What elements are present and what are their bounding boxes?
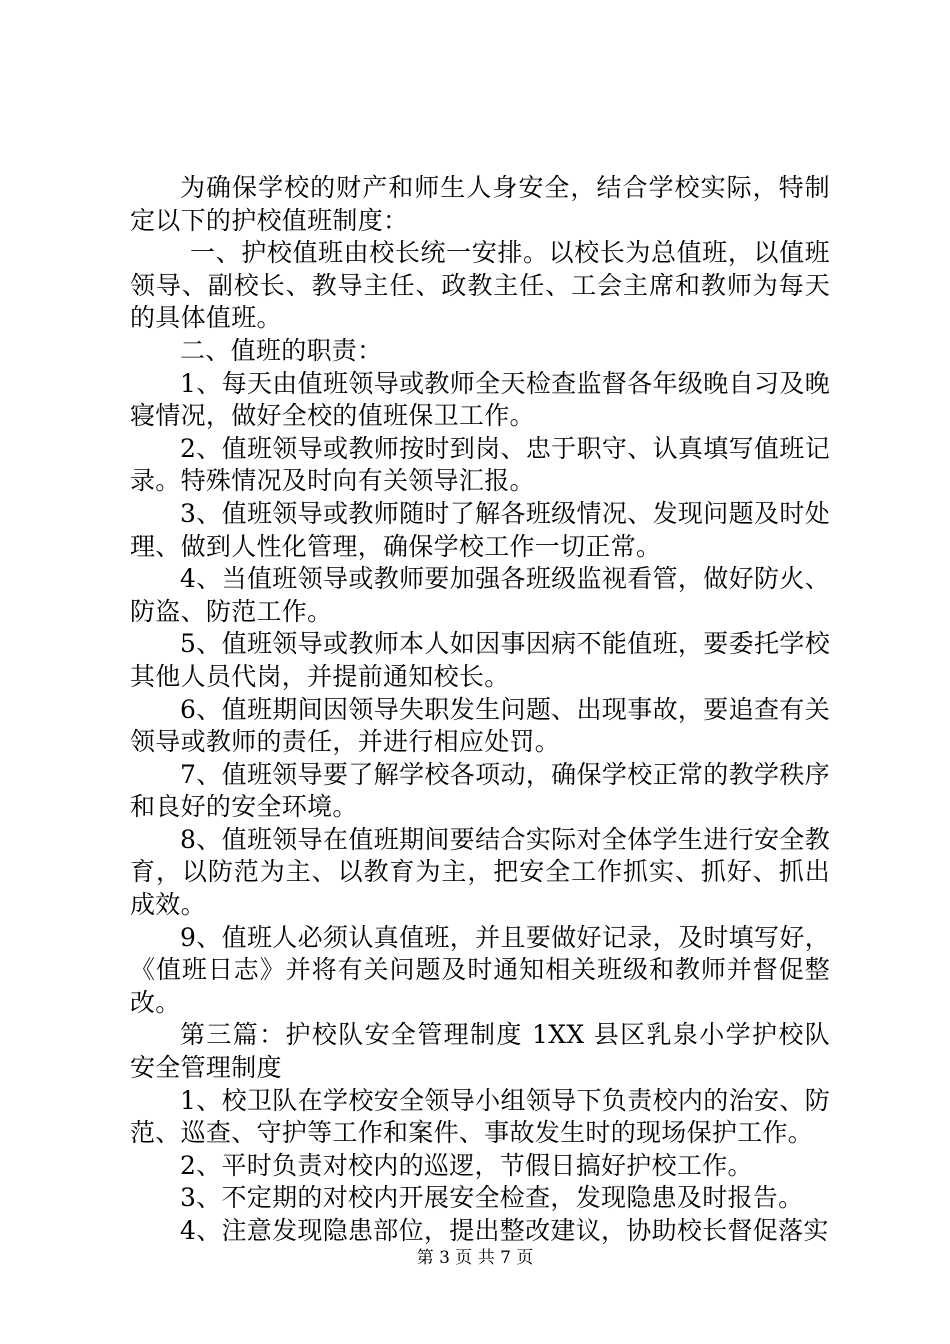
paragraph-intro: 为确保学校的财产和师生人身安全，结合学校实际，特制定以下的护校值班制度： [130,173,830,235]
paragraph-guard-rule-2: 2、平时负责对校内的巡逻，节假日搞好护校工作。 [180,1150,753,1180]
paragraph-duty-4: 4、当值班领导或教师要加强各班级监视看管，做好防火、防盗、防范工作。 [130,564,830,626]
paragraph-duty-7: 7、值班领导要了解学校各项动，确保学校正常的教学秩序和良好的安全环境。 [130,759,830,822]
paragraph-duty-2: 2、值班领导或教师按时到岗、忠于职守、认真填写值班记录。特殊情况及时向有关领导汇报。 [130,433,830,496]
paragraph-duty-5: 5、值班领导或教师本人如因事因病不能值班，要委托学校其他人员代岗，并提前通知校长。 [130,629,830,691]
paragraph-section-1: 一、护校值班由校长统一安排。以校长为总值班，以值班领导、副校长、教导主任、政教主任、工会主席和教师为每天的具体值班。 [130,238,830,333]
paragraph-section-2-heading: 二、值班的职责： [180,335,383,365]
paragraph-guard-rule-1: 1、校卫队在学校安全领导小组领导下负责校内的治安、防范、巡查、守护等工作和案件、事故发生时的现场保护工作。 [130,1085,830,1148]
paragraph-guard-rule-3: 3、不定期的对校内开展安全检查，发现隐患及时报告。 [180,1183,804,1213]
paragraph-duty-1: 1、每天由值班领导或教师全天检查监督各年级晚自习及晚寝情况，做好全校的值班保卫工作。 [130,368,830,431]
paragraph-duty-8: 8、值班领导在值班期间要结合实际对全体学生进行安全教育，以防范为主、以教育为主，把安全工作抓实、抓好、抓出成效。 [130,824,830,920]
paragraph-guard-rule-4: 4、注意发现隐患部位，提出整改建议，协助校长督促落实 [180,1216,829,1245]
paragraph-duty-3: 3、值班领导或教师随时了解各班级情况、发现问题及时处理、做到人性化管理，确保学校工作一切正常。 [130,498,830,561]
paragraph-duty-6: 6、值班期间因领导失职发生问题、出现事故，要追查有关领导或教师的责任，并进行相应处罚。 [130,694,830,757]
paragraph-chapter-3-title: 第三篇：护校队安全管理制度 1XX 县区乳泉小学护校队安全管理制度 [130,1020,830,1083]
page-number-footer: 第 3 页 共 7 页 [416,1248,534,1268]
document-body [130,172,830,1248]
paragraph-duty-9: 9、值班人必须认真值班，并且要做好记录，及时填写好，《值班日志》并将有关问题及时通知相关班级和教师并督促整改。 [130,922,830,1017]
